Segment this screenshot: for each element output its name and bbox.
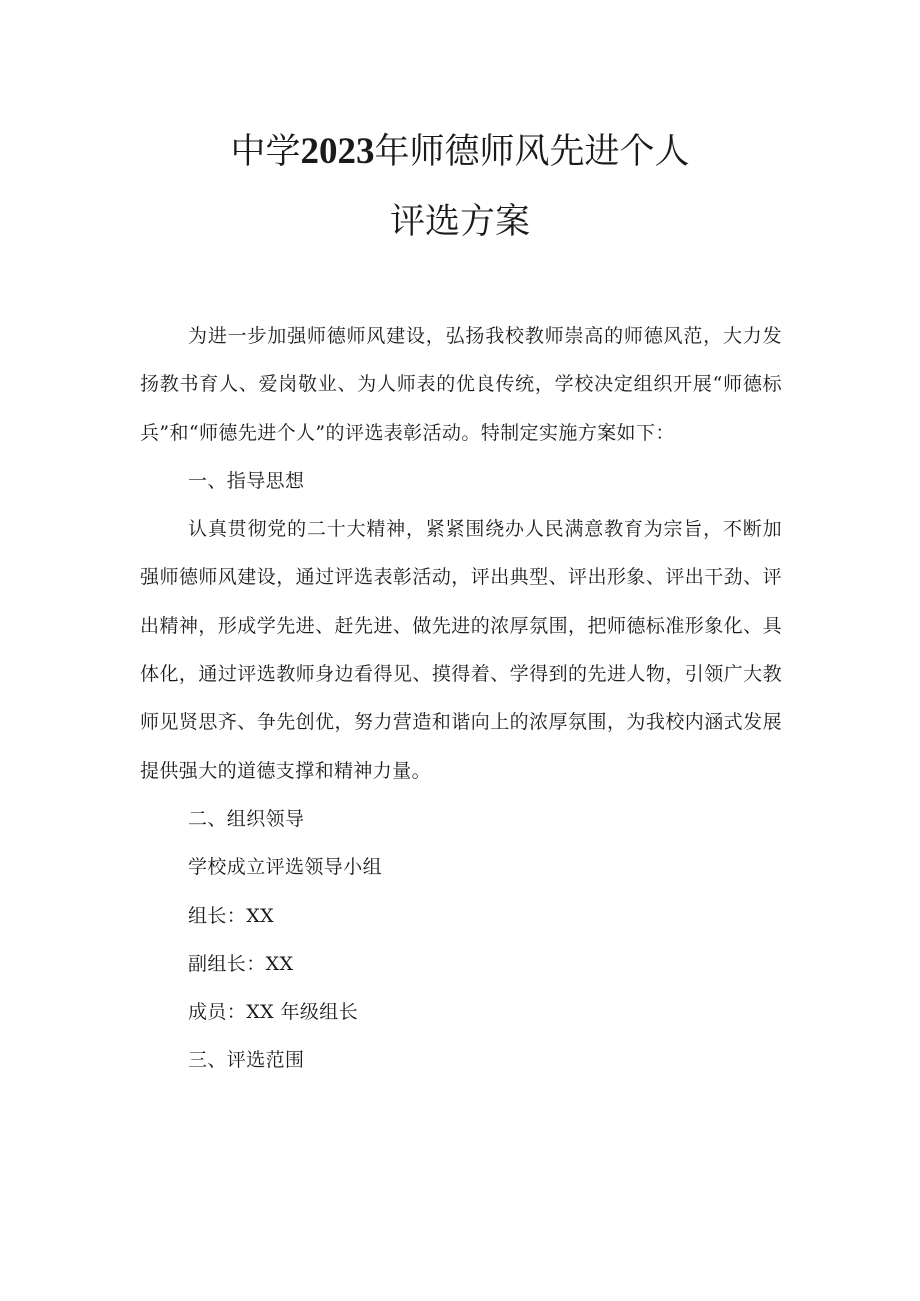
section-heading-organization: 二、组织领导 — [188, 807, 305, 830]
section-heading-scope: 三、评选范围 — [188, 1049, 305, 1072]
guiding-ideology-paragraph: 认真贯彻党的二十大精神，紧紧围绕办人民满意教育为宗旨，不断加强师德师风建设，通过评选表彰活动，评出典型、评出形象、评出干劲、评出精神，形成学先进、赶先进、做先进的浓厚氛围，把师德标准形象化、具体化，通过评选教师身边看得见、摸得着、学得到的先进人物，引领广大教师见贤思齐、争先创优，努力营造和谐向上的浓厚氛围，为我校内涵式发展提供强大的道德支撑和精神力量。 — [140, 518, 782, 782]
title-prefix: 中学 — [230, 132, 301, 172]
document-title-line-2: 评选方案 — [389, 202, 530, 242]
document-body — [140, 312, 782, 1085]
members-line: 成员：XX 年级组长 — [188, 1001, 359, 1024]
intro-paragraph: 为进一步加强师德师风建设，弘扬我校教师崇高的师德风范，大力发扬教书育人、爱岗敬业、为人师表的优良传统，学校决定组织开展“师德标兵”和“师德先进个人”的评选表彰活动。特制定实施方案如下： — [140, 325, 782, 444]
title-suffix: 年师德师风先进个人 — [374, 132, 690, 172]
organization-intro: 学校成立评选领导小组 — [188, 856, 383, 879]
section-heading-guiding-ideology: 一、指导思想 — [188, 469, 305, 492]
title-year: 2023 — [300, 131, 375, 172]
document-title-line-1 — [0, 133, 920, 170]
leader-line: 组长：XX — [188, 904, 275, 927]
deputy-leader-line: 副组长：XX — [188, 952, 294, 975]
